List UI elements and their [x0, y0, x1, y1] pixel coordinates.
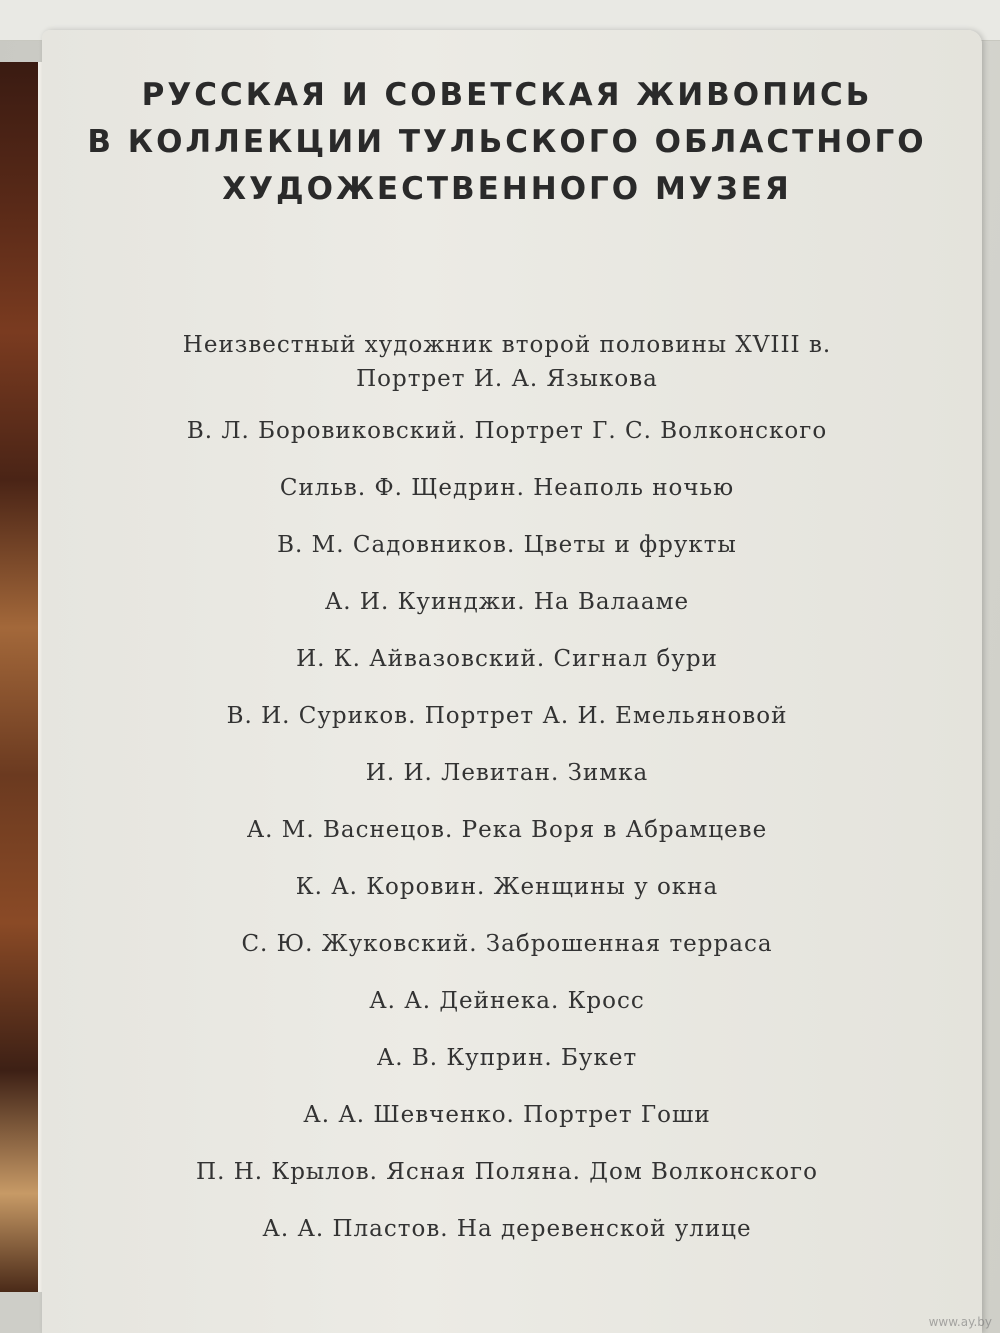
list-item: В. М. Садовников. Цветы и фрукты [277, 532, 737, 558]
list-item [42, 328, 972, 396]
list-item: И. К. Айвазовский. Сигнал бури [296, 646, 718, 672]
watermark: www.ay.by [928, 1315, 992, 1329]
list-item: К. А. Коровин. Женщины у окна [295, 874, 719, 900]
painting-list [42, 328, 972, 1269]
list-item: В. И. Суриков. Портрет А. И. Емельяновой [226, 703, 788, 729]
list-item: В. Л. Боровиковский. Портрет Г. С. Волконского [186, 418, 828, 444]
list-item-line: Портрет И. А. Языкова [356, 366, 658, 392]
title-line: РУССКАЯ И СОВЕТСКАЯ ЖИВОПИСЬ [141, 77, 873, 113]
card-sheet [42, 30, 982, 1333]
list-item: А. И. Куинджи. На Валааме [324, 589, 690, 615]
list-item: П. Н. Крылов. Ясная Поляна. Дом Волконского [196, 1159, 818, 1185]
page-title [42, 72, 972, 213]
list-item: А. М. Васнецов. Река Воря в Абрамцеве [246, 817, 768, 843]
list-item: С. Ю. Жуковский. Заброшенная терраса [241, 931, 773, 957]
list-item: А. А. Шевченко. Портрет Гоши [303, 1102, 711, 1128]
list-item: И. И. Левитан. Зимка [365, 760, 649, 786]
list-item: А. А. Пластов. На деревенской улице [262, 1216, 752, 1242]
list-item: А. А. Дейнека. Кросс [369, 988, 645, 1014]
list-item: А. В. Куприн. Букет [376, 1045, 638, 1071]
list-item-line: Неизвестный художник второй половины XVIII в. [182, 332, 832, 358]
painting-postcard-edge [0, 62, 42, 1292]
list-item: Сильв. Ф. Щедрин. Неаполь ночью [279, 475, 735, 501]
title-line: ХУДОЖЕСТВЕННОГО МУЗЕЯ [222, 171, 792, 207]
title-line: В КОЛЛЕКЦИИ ТУЛЬСКОГО ОБЛАСТНОГО [87, 124, 927, 160]
